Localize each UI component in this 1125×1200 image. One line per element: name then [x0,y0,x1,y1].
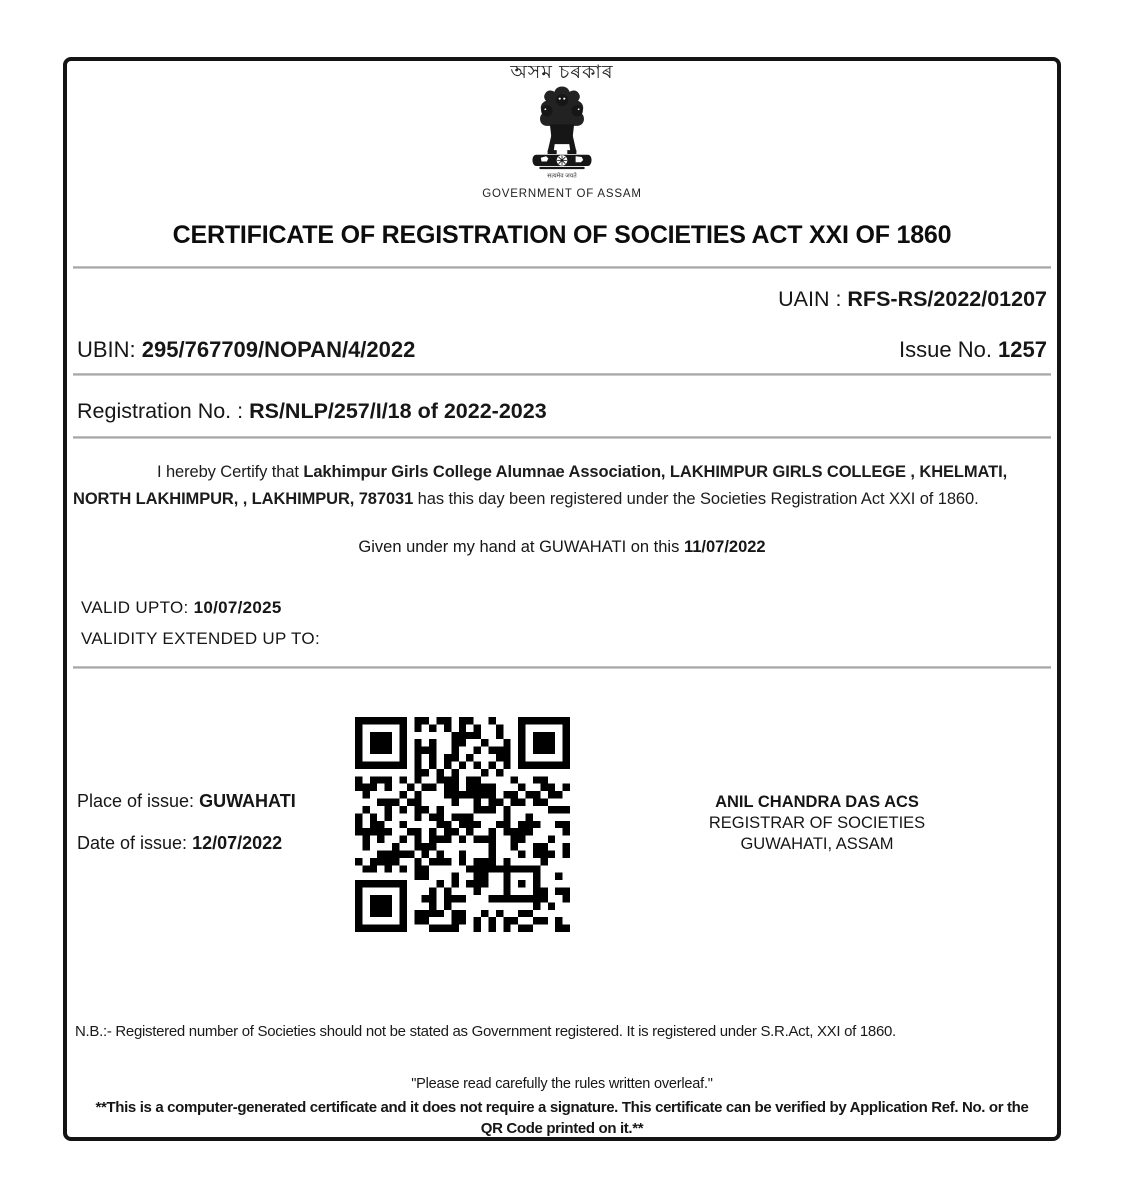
society-name: Lakhimpur Girls College Alumnae Association, LAKHIMPUR GIRLS COLLEGE , KHELMATI, NORTH LAKHIMPUR, , LAKHIMPUR, 787031 [73,463,1008,508]
signatory-location: GUWAHATI, ASSAM [740,835,894,854]
place-of-issue-value: GUWAHATI [199,791,296,811]
issue-no-value: 1257 [998,337,1047,362]
ubin-group [77,337,415,363]
uain-label: UAIN : [778,287,848,311]
valid-upto-value: 10/07/2025 [193,598,282,617]
emblem-wrap [67,85,1057,190]
divider-under-registration [73,436,1051,439]
place-of-issue-label: Place of issue: [77,791,200,811]
signatory-designation: REGISTRAR OF SOCIETIES [708,814,926,833]
assamese-government-title: অসম চৰকাৰ [510,62,614,83]
issue-no-group [899,337,1047,363]
signatory-block [652,792,982,855]
lion-capital-emblem-icon [524,85,600,185]
certification-paragraph [73,459,1051,513]
place-of-issue-row [77,791,296,812]
valid-upto-row [81,598,282,618]
header [67,63,1057,200]
signatory-name: ANIL CHANDRA DAS ACS [715,793,919,811]
certificate-border [63,57,1061,1141]
qr-code [355,717,570,932]
divider-under-validity [73,666,1051,669]
ubin-value: 295/767709/NOPAN/4/2022 [141,337,416,362]
date-of-issue-value: 12/07/2022 [192,833,283,853]
issue-no-label: Issue No. [899,337,999,362]
certify-prefix: I hereby Certify that [157,463,304,481]
valid-upto-label: VALID UPTO: [81,598,194,617]
overleaf-quote: "Please read carefully the rules written overleaf." [411,1076,713,1092]
emblem-motto-text: सत्यमेव जयते [547,173,577,180]
certificate-title: CERTIFICATE OF REGISTRATION OF SOCIETIES ACT XXI OF 1860 [172,221,952,249]
computer-generated-note: **This is a computer-generated certificate and it does not require a signature. This certificate can be verified by Application Ref. No. or the QR Code printed on it.** [95,1099,1029,1137]
government-of-assam-label: GOVERNMENT OF ASSAM [482,187,642,200]
ubin-issue-row [77,337,1047,363]
uain-row [778,287,1047,312]
uain-value: RFS-RS/2022/01207 [847,287,1047,311]
given-prefix: Given under my hand at GUWAHATI on this [358,538,684,556]
date-of-issue-row [77,833,282,854]
given-line [67,538,1057,557]
nb-note: N.B.:- Registered number of Societies should not be stated as Government registered. It is registered under S.R.Act, XXI of 1860. [75,1023,896,1040]
divider-under-ubin [73,373,1051,376]
validity-extended-row: VALIDITY EXTENDED UP TO: [81,629,320,648]
registration-value: RS/NLP/257/I/18 of 2022-2023 [249,399,547,423]
registration-label: Registration No. : [77,399,250,423]
ubin-label: UBIN: [77,337,142,362]
registration-row [77,399,547,424]
divider-under-title [73,266,1051,269]
certify-suffix: has this day been registered under the Societies Registration Act XXI of 1860. [413,489,979,508]
date-of-issue-label: Date of issue: [77,833,193,853]
qr-code-box [355,717,570,932]
given-date: 11/07/2022 [683,538,766,556]
